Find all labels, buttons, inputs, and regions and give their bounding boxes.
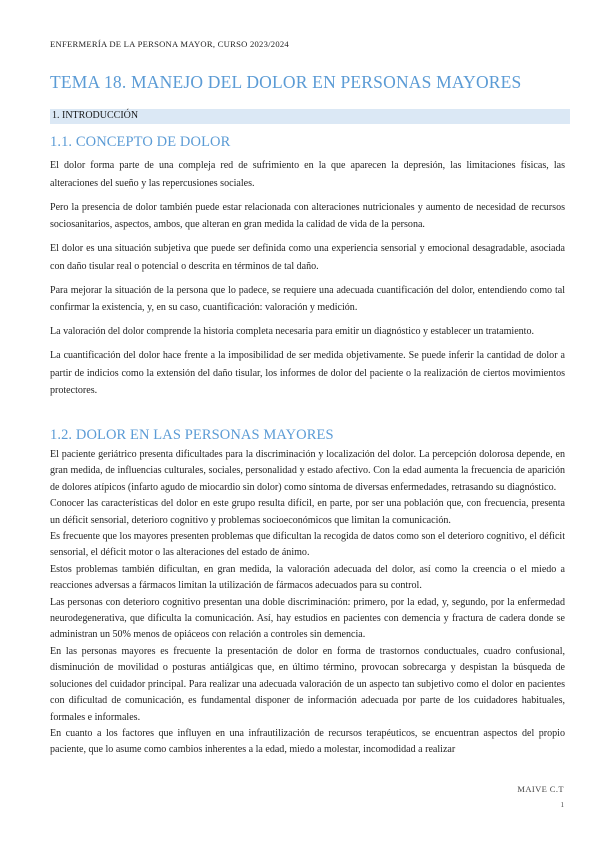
paragraph: La cuantificación del dolor hace frente a la imposibilidad de ser medida objetivamente. Se puede inferir la cantidad de dolor a partir de indicios como la extensión del daño tisular, los informes de dolor del paciente o la realización de ciertos movimientos protectores. [50,350,565,397]
footer-author: MAIVE C.T [517,784,564,794]
subsection-body-concepto [50,157,565,406]
paragraph: La valoración del dolor comprende la historia completa necesaria para emitir un diagnóstico y establecer un tratamiento. [50,326,535,338]
page-title: TEMA 18. MANEJO DEL DOLOR EN PERSONAS MAYORES [50,72,522,92]
subsection-body-mayores [50,447,565,759]
paragraph: El paciente geriátrico presenta dificultades para la discriminación y localización del dolor. La percepción dolorosa depende, en gran medida, de influencias culturales, sociales, personalidad y estado afectivo. Con la edad aumenta la frecuencia de aparición de dolores atípicos (infarto agudo de miocardio sin dolor) como síntoma de diversas enfermedades, retrasando su diagnóstico. [50,449,565,493]
page-number: 1 [560,801,564,809]
section-heading-label: 1. INTRODUCCIÓN [52,110,139,121]
paragraph: El dolor es una situación subjetiva que puede ser definida como una experiencia sensorial y emocional desagradable, asociada con daño tisular real o potencial o descrita en términos de tal daño. [50,243,565,272]
subsection-heading-mayores: 1.2. DOLOR EN LAS PERSONAS MAYORES [50,427,334,443]
section-heading-bar [50,109,570,124]
paragraph: Estos problemas también dificultan, en gran medida, la valoración adecuada del dolor, así como la creencia o el miedo a reacciones adversas a fármacos limitan la utilización de fármacos adecuados para su control. [50,563,565,592]
paragraph: Para mejorar la situación de la persona que lo padece, se requiere una adecuada cuantificación del dolor, entendiendo como tal confirmar la existencia, y, en su caso, cuantificación: valoración y medición. [50,284,565,314]
page-header: ENFERMERÍA DE LA PERSONA MAYOR, CURSO 2023/2024 [50,39,289,49]
paragraph: Conocer las características del dolor en este grupo resulta difícil, en parte, por ser una población que, con frecuencia, presenta un déficit sensorial, deterioro cognitivo y problemas socioeconómicos que limitan la comunicación. [50,498,565,526]
paragraph: Las personas con deterioro cognitivo presentan una doble discriminación: primero, por la edad, y, segundo, por la enfermedad neurodegenerativa, que dificulta la comunicación. Así, hay estudios en pacientes con demencia y fractura de cadera donde se administran un 50% menos de opiáceos con relación a controles sin demencia. [50,596,565,641]
paragraph: El dolor forma parte de una compleja red de sufrimiento en la que aparecen la depresión, las limitaciones físicas, las alteraciones del sueño y las repercusiones sociales. [50,160,565,189]
paragraph: Es frecuente que los mayores presenten problemas que dificultan la recogida de datos como son el deterioro cognitivo, el déficit sensorial, el déficit motor o las alteraciones del estado de ánimo. [50,531,565,559]
subsection-heading-concepto: 1.1. CONCEPTO DE DOLOR [50,134,231,150]
paragraph: En cuanto a los factores que influyen en una infrautilización de recursos terapéuticos, se encuentran aspectos del propio paciente, que lo asume como cambios inherentes a la edad, miedo a molestar, incomodidad a realizar [50,727,565,756]
paragraph: En las personas mayores es frecuente la presentación de dolor en forma de trastornos conductuales, cuadro confusional, disminución de movilidad o posturas antiálgicas que, en último término, provocan sobrecarga y despistan la búsqueda de soluciones del cuidador principal. Para realizar una adecuada valoración de un aspecto tan subjetivo como el dolor en pacientes con dificultad de comunicación, es fundamental disponer de información adecuada por parte de los cuidadores habituales, formales e informales. [50,645,565,723]
paragraph: Pero la presencia de dolor también puede estar relacionada con alteraciones nutricionales y aumento de necesidad de recursos sociosanitarios, aspectos, ambos, que alteran en gran medida la calidad de vida de la persona. [50,201,565,231]
